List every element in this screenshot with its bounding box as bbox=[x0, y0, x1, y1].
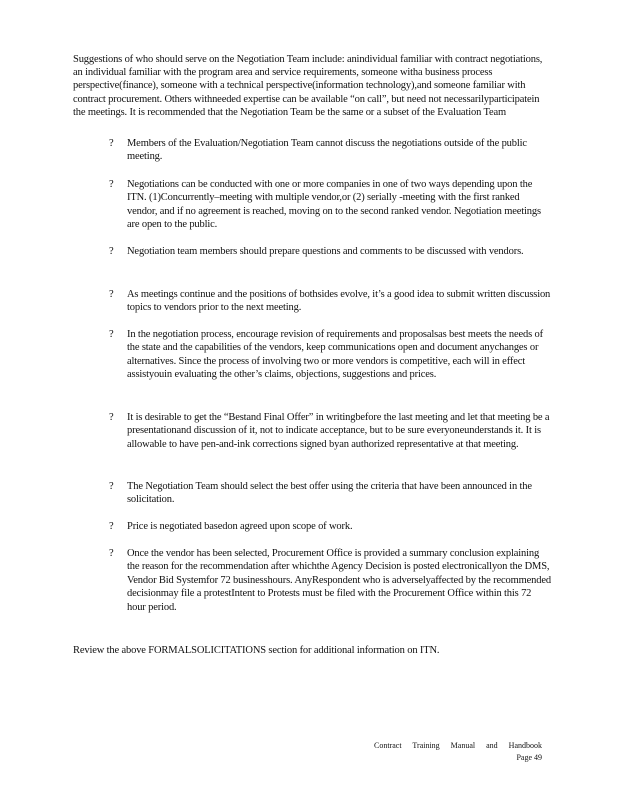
bullet-text: It is desirable to get the “Bestand Final Offer” in writingbefore the last meeting and let that meeting be a presentationand discussion of it, not to indicate acceptance, but to be sure everyoneunderstands it. It is allowable to have pen-and-ink corrections signed byan authorized representative at that meeting. bbox=[127, 412, 550, 450]
bullet-text: As meetings continue and the positions of bothsides evolve, it’s a good idea to submit written discussion topics to vendors prior to the next meeting. bbox=[127, 289, 551, 314]
bullet-text: Members of the Evaluation/Negotiation Team cannot discuss the negotiations outside of the public meeting. bbox=[127, 138, 527, 163]
intro-paragraph: Suggestions of who should serve on the Negotiation Team include: anindividual familiar with contract negotiations, an individual familiar with the program area and service requirements, someone witha business process perspective(finance), someone with a technical perspective(information technology),and someone familiar with contract procurement. Others withneeded expertise can be available “on call”, but need not necessarilyparticipatein the meetings. It is recommended that the Negotiation Team be the same or a subset of the Evaluation Team bbox=[73, 54, 543, 118]
bullet-text: Negotiation team members should prepare questions and comments to be discussed with vendors. bbox=[127, 246, 524, 257]
bullet-marker: ? bbox=[109, 289, 114, 300]
bullet-text: Price is negotiated basedon agreed upon scope of work. bbox=[127, 521, 353, 532]
bullet-marker: ? bbox=[109, 412, 114, 423]
bullet-marker: ? bbox=[109, 481, 114, 492]
bullet-text: The Negotiation Team should select the best offer using the criteria that have been announced in the solicitation. bbox=[127, 481, 532, 506]
bullet-text: Negotiations can be conducted with one or more companies in one of two ways depending upon the ITN. (1)Concurrently–meeting with multiple vendor,or (2) serially -meeting with the first ranked vendor, and if no agreement is reached, moving on to the second ranked vendor. Negotiation meetings are open to the public. bbox=[127, 179, 541, 231]
page-footer bbox=[374, 740, 542, 764]
bullet-marker: ? bbox=[109, 521, 114, 532]
page-number: Page 49 bbox=[516, 753, 542, 762]
bullet-text: In the negotiation process, encourage revision of requirements and proposalsas best meets the needs of the state and the capabilities of the vendors, keep communications open and document anychanges or alternatives. Since the process of involving two or more vendors is competitive, each will in effect assistyouin evaluating the other’s claims, objections, suggestions and prices. bbox=[127, 329, 543, 381]
bullet-text: Once the vendor has been selected, Procurement Office is provided a summary conclusion explaining the reason for the recommendation after whichthe Agency Decision is posted electronicallyon the DMS, Vendor Bid Systemfor 72 businesshours. AnyRespondent who is adverselyaffected by the recommended decisionmay file a protestIntent to Protests must be filed with the Procurement Office within this 72 hour period. bbox=[127, 548, 551, 613]
footer-title: Contract Training Manual and Handbook bbox=[374, 741, 542, 750]
bullet-marker: ? bbox=[109, 329, 114, 340]
bullet-marker: ? bbox=[109, 548, 114, 559]
bullet-marker: ? bbox=[109, 138, 114, 149]
bullet-marker: ? bbox=[109, 246, 114, 257]
bullet-marker: ? bbox=[109, 179, 114, 190]
review-note: Review the above FORMALSOLICITATIONS section for additional information on ITN. bbox=[73, 645, 440, 656]
